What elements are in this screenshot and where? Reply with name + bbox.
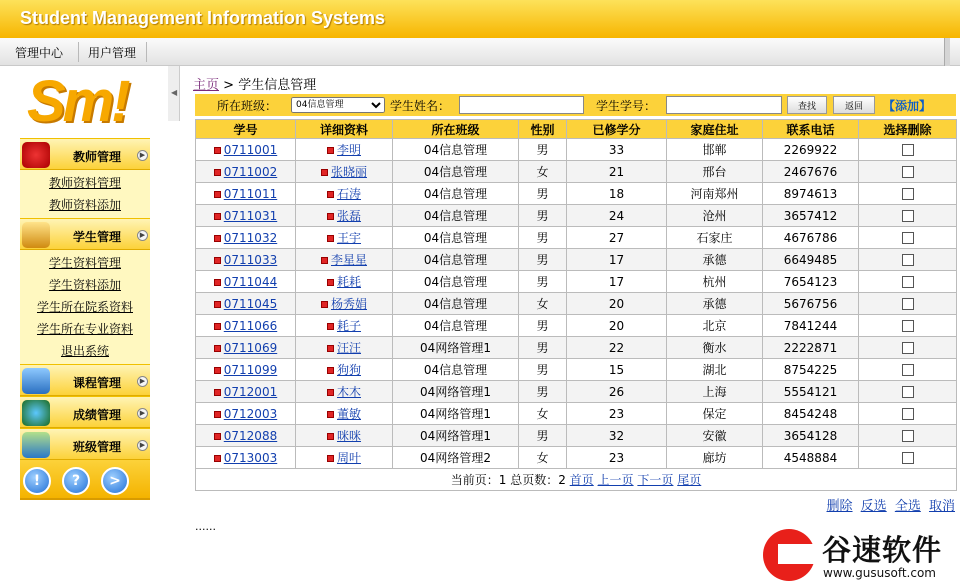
- phone-cell: 5676756: [763, 293, 859, 315]
- table-row: [196, 337, 957, 359]
- student-detail-link[interactable]: 李星星: [330, 253, 367, 267]
- phone-cell: 2467676: [763, 161, 859, 183]
- student-id-cell: [196, 293, 296, 315]
- delete-select-cell: [859, 359, 957, 381]
- student-id-link[interactable]: 0711066: [223, 318, 278, 333]
- menu-item-student-major[interactable]: 学生所在专业资料: [36, 322, 133, 336]
- student-detail-link[interactable]: 石涛: [336, 187, 361, 201]
- submenu-teacher: [20, 170, 150, 218]
- gender-cell: 男: [519, 205, 567, 227]
- bullet-icon: [327, 323, 334, 330]
- student-id-cell: [196, 161, 296, 183]
- address-cell: 邯郸: [667, 139, 763, 161]
- bullet-icon: [214, 389, 221, 396]
- phone-cell: 8754225: [763, 359, 859, 381]
- id-input[interactable]: [666, 96, 782, 114]
- delete-checkbox[interactable]: [902, 342, 914, 354]
- detail-cell: [296, 425, 393, 447]
- address-cell: 承德: [667, 293, 763, 315]
- delete-select-cell: [859, 315, 957, 337]
- chevron-right-icon: ▶: [137, 150, 148, 161]
- bullet-icon: [214, 169, 221, 176]
- class-cell: 04网络管理1: [393, 403, 519, 425]
- table-row: [196, 425, 957, 447]
- class-cell: 04信息管理: [393, 139, 519, 161]
- select-all-link[interactable]: 全选: [894, 499, 921, 514]
- student-id-cell: [196, 447, 296, 469]
- arrow-right-icon[interactable]: >: [101, 467, 129, 495]
- class-icon: [22, 432, 50, 458]
- gender-cell: 男: [519, 249, 567, 271]
- detail-cell: [296, 227, 393, 249]
- id-label: 学生学号：: [596, 99, 657, 113]
- phone-cell: 4548884: [763, 447, 859, 469]
- bullet-icon: [321, 301, 328, 308]
- address-cell: 上海: [667, 381, 763, 403]
- column-header: 家庭住址: [667, 120, 763, 139]
- delete-checkbox[interactable]: [902, 232, 914, 244]
- sidebar-footer: [20, 460, 150, 500]
- menu-item-teacher-add[interactable]: 教师资料添加: [48, 198, 121, 212]
- bullet-icon: [327, 147, 334, 154]
- gender-cell: 男: [519, 425, 567, 447]
- ellipsis: ......: [195, 520, 216, 533]
- collapse-arrow-icon: ◀: [171, 88, 178, 97]
- chevron-right-icon: ▶: [137, 440, 148, 451]
- nav-item-admin-center[interactable]: 管理中心: [15, 46, 64, 60]
- bullet-icon: [327, 411, 334, 418]
- table-row: [196, 403, 957, 425]
- delete-checkbox[interactable]: [902, 452, 914, 464]
- detail-cell: [296, 403, 393, 425]
- gender-cell: 男: [519, 381, 567, 403]
- bullet-icon: [327, 455, 334, 462]
- credits-cell: 18: [567, 183, 667, 205]
- credits-cell: 33: [567, 139, 667, 161]
- delete-select-cell: [859, 271, 957, 293]
- student-detail-link[interactable]: 咪咪: [336, 429, 361, 443]
- student-detail-link[interactable]: 董敏: [336, 407, 361, 421]
- bullet-icon: [214, 191, 221, 198]
- gender-cell: 男: [519, 359, 567, 381]
- bullet-icon: [327, 279, 334, 286]
- student-id-cell: [196, 337, 296, 359]
- table-row: [196, 271, 957, 293]
- question-icon[interactable]: ?: [62, 467, 90, 495]
- credits-cell: 20: [567, 293, 667, 315]
- detail-cell: [296, 139, 393, 161]
- delete-select-cell: [859, 205, 957, 227]
- column-header: 选择删除: [859, 120, 957, 139]
- gender-cell: 女: [519, 293, 567, 315]
- student-detail-link[interactable]: 李明: [336, 143, 361, 157]
- student-id-cell: [196, 249, 296, 271]
- phone-cell: 8974613: [763, 183, 859, 205]
- student-id-link[interactable]: 0711044: [223, 274, 278, 289]
- delete-checkbox[interactable]: [902, 408, 914, 420]
- credits-cell: 26: [567, 381, 667, 403]
- delete-select-cell: [859, 403, 957, 425]
- bullet-icon: [321, 169, 328, 176]
- address-cell: 杭州: [667, 271, 763, 293]
- bullet-icon: [327, 389, 334, 396]
- menu-score-management[interactable]: 成绩管理 ▶: [20, 396, 150, 428]
- phone-cell: 2269922: [763, 139, 859, 161]
- detail-cell: [296, 337, 393, 359]
- credits-cell: 24: [567, 205, 667, 227]
- sm-logo: Sm!: [27, 69, 128, 134]
- course-icon: [22, 368, 50, 394]
- bullet-icon: [214, 367, 221, 374]
- student-id-link[interactable]: 0711032: [223, 230, 278, 245]
- bullet-icon: [214, 213, 221, 220]
- student-detail-link[interactable]: 狗狗: [336, 363, 361, 377]
- detail-cell: [296, 359, 393, 381]
- column-header: 详细资料: [296, 120, 393, 139]
- address-cell: 安徽: [667, 425, 763, 447]
- gender-cell: 女: [519, 403, 567, 425]
- student-id-link[interactable]: 0711033: [223, 252, 278, 267]
- address-cell: 邢台: [667, 161, 763, 183]
- bullet-icon: [327, 433, 334, 440]
- student-id-link[interactable]: 0712088: [223, 428, 278, 443]
- class-cell: 04信息管理: [393, 249, 519, 271]
- credits-cell: 23: [567, 403, 667, 425]
- column-header: 联系电话: [763, 120, 859, 139]
- credits-cell: 27: [567, 227, 667, 249]
- menu-item-student-add[interactable]: 学生资料添加: [48, 278, 121, 292]
- table-row: [196, 227, 957, 249]
- class-cell: 04信息管理: [393, 359, 519, 381]
- student-detail-link[interactable]: 耗耗: [336, 275, 361, 289]
- delete-checkbox[interactable]: [902, 320, 914, 332]
- delete-link[interactable]: 删除: [826, 499, 853, 514]
- detail-cell: [296, 205, 393, 227]
- cancel-link[interactable]: 取消: [928, 499, 955, 514]
- student-id-link[interactable]: 0712003: [223, 406, 278, 421]
- student-id-link[interactable]: 0711002: [223, 164, 278, 179]
- menu-item-student-dept[interactable]: 学生所在院系资料: [36, 300, 133, 314]
- student-detail-link[interactable]: 王宇: [336, 231, 361, 245]
- table-row: [196, 293, 957, 315]
- submenu-student: [20, 250, 150, 364]
- student-detail-link[interactable]: 张晓丽: [330, 165, 367, 179]
- gender-cell: 男: [519, 337, 567, 359]
- bullet-icon: [214, 323, 221, 330]
- table-row: [196, 381, 957, 403]
- student-id-cell: [196, 425, 296, 447]
- student-detail-link[interactable]: 周叶: [336, 451, 361, 465]
- detail-cell: [296, 447, 393, 469]
- student-id-link[interactable]: 0711099: [223, 362, 278, 377]
- student-id-cell: [196, 315, 296, 337]
- filter-bar: [195, 94, 956, 116]
- class-cell: 04信息管理: [393, 161, 519, 183]
- bullet-icon: [321, 257, 328, 264]
- menu-course-management[interactable]: 课程管理 ▶: [20, 364, 150, 396]
- name-input[interactable]: [459, 96, 584, 114]
- class-select[interactable]: [291, 97, 385, 113]
- menu-class-management[interactable]: 班级管理 ▶: [20, 428, 150, 460]
- bullet-icon: [214, 455, 221, 462]
- bullet-icon: [214, 411, 221, 418]
- address-cell: 河南郑州: [667, 183, 763, 205]
- student-id-link[interactable]: 0711045: [223, 296, 278, 311]
- student-id-cell: [196, 205, 296, 227]
- address-cell: 石家庄: [667, 227, 763, 249]
- credits-cell: 32: [567, 425, 667, 447]
- bullet-icon: [214, 301, 221, 308]
- student-id-cell: [196, 403, 296, 425]
- table-row: [196, 249, 957, 271]
- student-detail-link[interactable]: 耗子: [336, 319, 361, 333]
- back-button[interactable]: 返回: [833, 96, 875, 114]
- student-detail-link[interactable]: 张磊: [336, 209, 361, 223]
- delete-checkbox[interactable]: [902, 430, 914, 442]
- exclamation-icon[interactable]: !: [23, 467, 51, 495]
- delete-checkbox[interactable]: [902, 364, 914, 376]
- student-id-cell: [196, 227, 296, 249]
- gender-cell: 男: [519, 183, 567, 205]
- delete-select-cell: [859, 249, 957, 271]
- table-row: [196, 205, 957, 227]
- menu-item-teacher-info[interactable]: 教师资料管理: [48, 176, 121, 190]
- teacher-icon: [22, 142, 50, 168]
- delete-checkbox[interactable]: [902, 254, 914, 266]
- add-link[interactable]: 【添加】: [883, 99, 932, 113]
- menu-teacher-management[interactable]: 教师管理 ▶: [20, 138, 150, 170]
- app-title: Student Management Information Systems: [20, 8, 386, 28]
- delete-checkbox[interactable]: [902, 166, 914, 178]
- column-header: 所在班级: [393, 120, 519, 139]
- menu-student-management[interactable]: 学生管理 ▶: [20, 218, 150, 250]
- breadcrumb-home-link[interactable]: 主页: [193, 78, 220, 93]
- score-icon: [22, 400, 50, 426]
- class-cell: 04网络管理1: [393, 381, 519, 403]
- chevron-right-icon: ▶: [137, 408, 148, 419]
- delete-checkbox[interactable]: [902, 210, 914, 222]
- title-bar: [0, 0, 960, 38]
- delete-select-cell: [859, 425, 957, 447]
- pager: 当前页：1 总页数：2 首页 上一页 下一页 尾页: [196, 469, 957, 491]
- student-id-link[interactable]: 0711069: [223, 340, 278, 355]
- table-row: [196, 359, 957, 381]
- phone-cell: 3654128: [763, 425, 859, 447]
- student-detail-link[interactable]: 木木: [336, 385, 361, 399]
- student-detail-link[interactable]: 杨秀娟: [330, 297, 367, 311]
- menu-item-student-info[interactable]: 学生资料管理: [48, 256, 121, 270]
- last-page-link[interactable]: 尾页: [677, 473, 702, 487]
- nav-item-user-management[interactable]: 用户管理: [88, 46, 137, 60]
- student-icon: [22, 222, 50, 248]
- prev-page-link[interactable]: 上一页: [597, 473, 634, 487]
- gender-cell: 女: [519, 161, 567, 183]
- table-row: [196, 139, 957, 161]
- bullet-icon: [327, 345, 334, 352]
- detail-cell: [296, 161, 393, 183]
- bullet-icon: [327, 213, 334, 220]
- address-cell: 沧州: [667, 205, 763, 227]
- bullet-icon: [214, 433, 221, 440]
- student-id-cell: [196, 359, 296, 381]
- phone-cell: 7654123: [763, 271, 859, 293]
- chevron-right-icon: ▶: [137, 230, 148, 241]
- breadcrumb-current: 学生信息管理: [238, 78, 317, 93]
- gender-cell: 男: [519, 315, 567, 337]
- detail-cell: [296, 315, 393, 337]
- student-id-link[interactable]: 0711001: [223, 142, 278, 157]
- invert-select-link[interactable]: 反选: [860, 499, 887, 514]
- detail-cell: [296, 293, 393, 315]
- detail-cell: [296, 381, 393, 403]
- credits-cell: 23: [567, 447, 667, 469]
- table-row: [196, 161, 957, 183]
- address-cell: 衡水: [667, 337, 763, 359]
- delete-select-cell: [859, 183, 957, 205]
- student-id-cell: [196, 271, 296, 293]
- phone-cell: 3657412: [763, 205, 859, 227]
- table-row: [196, 183, 957, 205]
- delete-checkbox[interactable]: [902, 188, 914, 200]
- delete-checkbox[interactable]: [902, 276, 914, 288]
- address-cell: 承德: [667, 249, 763, 271]
- breadcrumb: 主页 > 学生信息管理: [193, 78, 317, 93]
- address-cell: 湖北: [667, 359, 763, 381]
- delete-select-cell: [859, 337, 957, 359]
- credits-cell: 21: [567, 161, 667, 183]
- student-id-cell: [196, 183, 296, 205]
- detail-cell: [296, 271, 393, 293]
- credits-cell: 17: [567, 249, 667, 271]
- gender-cell: 男: [519, 139, 567, 161]
- class-cell: 04信息管理: [393, 271, 519, 293]
- class-label: 所在班级：: [217, 99, 278, 113]
- top-nav: [0, 38, 960, 66]
- student-id-link[interactable]: 0712001: [223, 384, 278, 399]
- address-cell: 北京: [667, 315, 763, 337]
- student-id-cell: [196, 381, 296, 403]
- bullet-icon: [327, 191, 334, 198]
- bullet-icon: [327, 235, 334, 242]
- pager-row: [196, 469, 957, 491]
- class-cell: 04信息管理: [393, 205, 519, 227]
- delete-select-cell: [859, 161, 957, 183]
- credits-cell: 15: [567, 359, 667, 381]
- student-detail-link[interactable]: 汪汪: [336, 341, 361, 355]
- class-cell: 04信息管理: [393, 227, 519, 249]
- bullet-icon: [214, 345, 221, 352]
- phone-cell: 5554121: [763, 381, 859, 403]
- bullet-icon: [214, 279, 221, 286]
- first-page-link[interactable]: 首页: [569, 473, 594, 487]
- student-id-link[interactable]: 0713003: [223, 450, 278, 465]
- student-id-link[interactable]: 0711011: [223, 186, 278, 201]
- table-row: [196, 447, 957, 469]
- phone-cell: 6649485: [763, 249, 859, 271]
- bullet-icon: [214, 147, 221, 154]
- delete-checkbox[interactable]: [902, 298, 914, 310]
- sidebar: [20, 66, 150, 500]
- collapse-handle[interactable]: [168, 66, 180, 121]
- next-page-link[interactable]: 下一页: [637, 473, 674, 487]
- gender-cell: 女: [519, 447, 567, 469]
- class-cell: 04网络管理2: [393, 447, 519, 469]
- table-row: [196, 315, 957, 337]
- column-header: 性别: [519, 120, 567, 139]
- student-id-cell: [196, 139, 296, 161]
- bullet-icon: [214, 235, 221, 242]
- search-button[interactable]: 查找: [787, 96, 827, 114]
- credits-cell: 17: [567, 271, 667, 293]
- class-cell: 04信息管理: [393, 315, 519, 337]
- bulk-actions: [823, 495, 955, 514]
- student-id-link[interactable]: 0711031: [223, 208, 278, 223]
- delete-checkbox[interactable]: [902, 144, 914, 156]
- delete-select-cell: [859, 139, 957, 161]
- gususoft-watermark: 谷速软件 www.gususoft.com: [760, 528, 960, 583]
- phone-cell: 7841244: [763, 315, 859, 337]
- delete-checkbox[interactable]: [902, 386, 914, 398]
- delete-select-cell: [859, 381, 957, 403]
- nav-right-edge: [944, 38, 950, 66]
- class-cell: 04信息管理: [393, 293, 519, 315]
- student-table: [195, 119, 957, 491]
- column-header: 学号: [196, 120, 296, 139]
- bullet-icon: [327, 367, 334, 374]
- delete-select-cell: [859, 227, 957, 249]
- address-cell: 廊坊: [667, 447, 763, 469]
- gender-cell: 男: [519, 227, 567, 249]
- credits-cell: 20: [567, 315, 667, 337]
- class-cell: 04网络管理1: [393, 425, 519, 447]
- phone-cell: 8454248: [763, 403, 859, 425]
- phone-cell: 2222871: [763, 337, 859, 359]
- detail-cell: [296, 183, 393, 205]
- name-label: 学生姓名：: [390, 99, 451, 113]
- phone-cell: 4676786: [763, 227, 859, 249]
- gender-cell: 男: [519, 271, 567, 293]
- credits-cell: 22: [567, 337, 667, 359]
- column-header: 已修学分: [567, 120, 667, 139]
- bullet-icon: [214, 257, 221, 264]
- delete-select-cell: [859, 447, 957, 469]
- detail-cell: [296, 249, 393, 271]
- chevron-right-icon: ▶: [137, 376, 148, 387]
- address-cell: 保定: [667, 403, 763, 425]
- delete-select-cell: [859, 293, 957, 315]
- menu-item-logout[interactable]: 退出系统: [60, 344, 109, 358]
- class-cell: 04网络管理1: [393, 337, 519, 359]
- class-cell: 04信息管理: [393, 183, 519, 205]
